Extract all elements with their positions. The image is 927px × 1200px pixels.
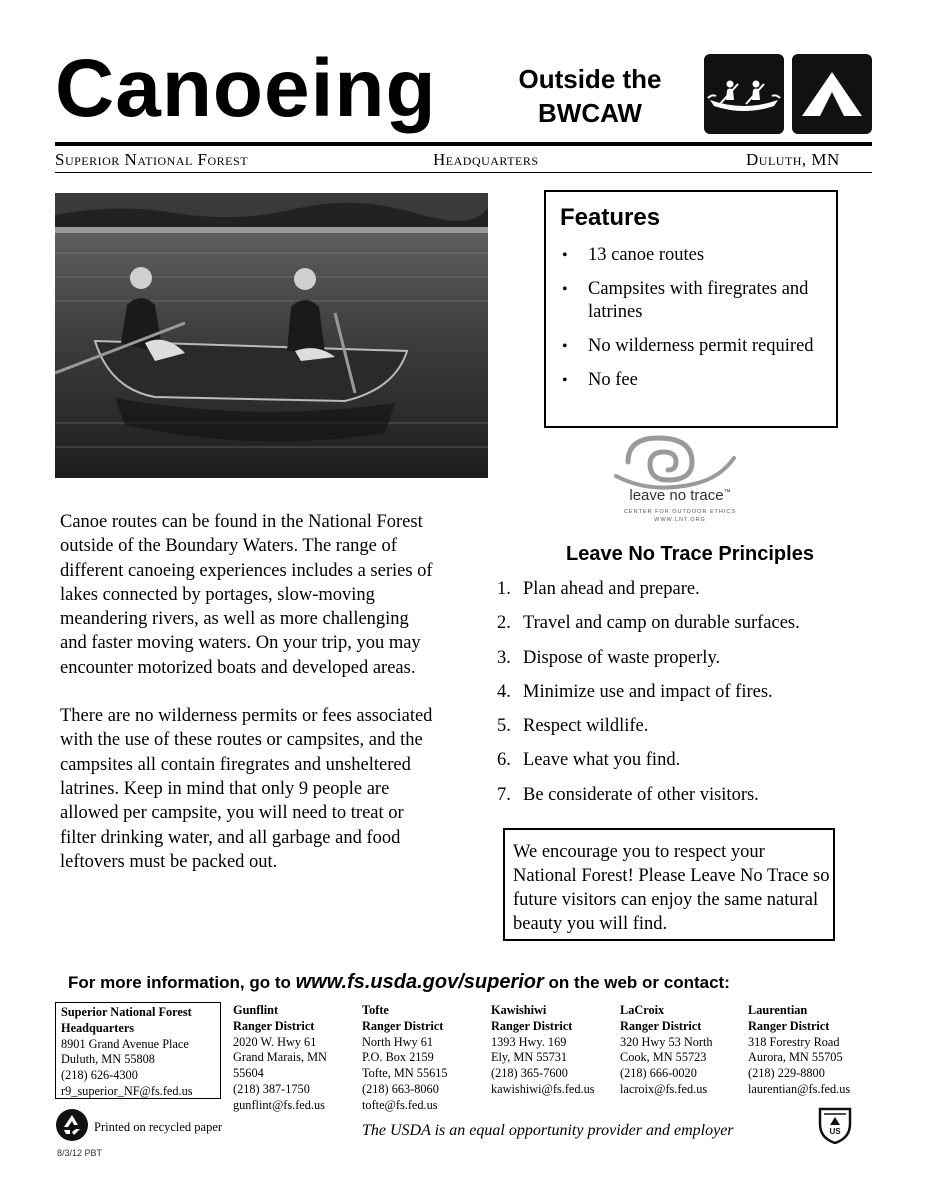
principles-title: Leave No Trace Principles [566, 543, 814, 565]
contact-email[interactable]: lacroix@fs.fed.us [620, 1081, 708, 1096]
forest-service-shield-icon [818, 1106, 852, 1144]
header-rule-thin [55, 172, 872, 173]
contact-name: Superior National Forest [61, 1005, 192, 1019]
contact-phone: (218) 365-7600 [491, 1066, 568, 1081]
subtitle-line-1: Outside the [518, 64, 662, 94]
contact-name-line-2: Ranger District [233, 1018, 315, 1033]
contact-kawishiwi [491, 1003, 595, 1098]
contact-email[interactable]: tofte@fs.fed.us [362, 1097, 438, 1112]
features-box [544, 190, 838, 428]
item-number: 7. [497, 784, 511, 805]
header-rule [55, 142, 872, 146]
contact-name: Tofte [362, 1003, 389, 1017]
contact-city: Tofte, MN 55615 [362, 1066, 448, 1081]
list-item [497, 578, 877, 600]
website-link[interactable]: www.fs.usda.gov/superior [295, 971, 544, 993]
list-item [497, 715, 877, 737]
header-office: Headquarters [433, 150, 539, 169]
contact-name: Gunflint [233, 1003, 279, 1017]
contact-name-line-2: Headquarters [61, 1020, 135, 1035]
print-date: 8/3/12 PBT [57, 1148, 103, 1158]
contact-email[interactable]: r9_superior_NF@fs.fed.us [61, 1083, 193, 1098]
contact-email[interactable]: laurentian@fs.fed.us [748, 1081, 851, 1096]
contact-lacroix [620, 1003, 713, 1098]
contact-zip: 55604 [233, 1066, 264, 1081]
contact-city: Aurora, MN 55705 [748, 1050, 843, 1065]
recycle-icon [55, 1108, 89, 1142]
canoe-photo [55, 193, 488, 478]
list-item: • Campsites with firegrates and latrines [560, 278, 830, 324]
contact-name: Laurentian [748, 1003, 808, 1017]
list-item [497, 612, 877, 634]
item-number: 5. [497, 716, 511, 737]
item-text: Leave what you find. [523, 750, 681, 771]
shield-text: US [829, 1127, 841, 1136]
lnt-tm: ™ [723, 489, 731, 496]
contact-email[interactable]: gunflint@fs.fed.us [233, 1097, 325, 1112]
list-item [497, 647, 877, 669]
item-number: 3. [497, 647, 511, 668]
list-item: • No wilderness permit required [560, 335, 830, 358]
info-prefix: For more information, go to [68, 973, 296, 992]
contact-phone: (218) 229-8800 [748, 1066, 825, 1081]
list-item [497, 784, 877, 806]
usda-statement: The USDA is an equal opportunity provider and employer [362, 1122, 734, 1139]
contact-name-line-2: Ranger District [620, 1018, 702, 1033]
contact-email[interactable]: kawishiwi@fs.fed.us [491, 1081, 595, 1096]
contact-name-line-2: Ranger District [491, 1018, 573, 1033]
list-item: • 13 canoe routes [560, 244, 830, 267]
contact-address: 2020 W. Hwy 61 [233, 1034, 317, 1049]
item-number: 2. [497, 613, 511, 634]
item-text: Respect wildlife. [523, 716, 649, 737]
contact-laurentian [748, 1003, 850, 1098]
contact-phone: (218) 387-1750 [233, 1081, 310, 1096]
contact-gunflint [233, 1003, 327, 1114]
encourage-box: We encourage you to respect your National Forest! Please Leave No Trace so future visitors can enjoy the same natural beauty you will find. [503, 828, 835, 941]
header-location: Duluth, MN [746, 150, 840, 169]
contact-name: LaCroix [620, 1003, 665, 1017]
contact-phone: (218) 626-4300 [61, 1068, 138, 1083]
lnt-tagline [600, 508, 760, 524]
lnt-tagline-2: WWW.LNT.ORG [654, 517, 706, 523]
contact-city: Cook, MN 55723 [620, 1050, 707, 1065]
item-text: Travel and camp on durable surfaces. [523, 613, 800, 634]
contact-name-line-2: Ranger District [362, 1018, 444, 1033]
item-number: 4. [497, 681, 511, 702]
lnt-tagline-1: CENTER FOR OUTDOOR ETHICS [623, 509, 737, 515]
contact-phone: (218) 666-0020 [620, 1066, 697, 1081]
body-paragraph-2: There are no wilderness permits or fees associated with the use of these routes or campsites, and the campsites all contain firegrates and unsheltered latrines. Keep in mind that only 9 people are allowed per campsite, you will need to treat or filter drinking water, and all garbage and food leftovers must be packed out. [60, 706, 433, 872]
lnt-logo-text [600, 487, 760, 504]
more-info-line [68, 971, 868, 994]
contact-city: Ely, MN 55731 [491, 1050, 568, 1065]
item-number: 6. [497, 750, 511, 771]
principles-list [497, 578, 877, 818]
contact-phone: (218) 663-8060 [362, 1081, 439, 1096]
item-text: Plan ahead and prepare. [523, 579, 700, 599]
body-text [60, 510, 440, 898]
contact-tofte [362, 1003, 448, 1114]
page-subtitle [490, 62, 690, 130]
recycled-paper-note: Printed on recycled paper [94, 1120, 223, 1134]
contact-headquarters [55, 1002, 221, 1099]
item-text: Be considerate of other visitors. [523, 784, 759, 805]
contact-address: North Hwy 61 [362, 1034, 434, 1049]
contact-address: 320 Hwy 53 North [620, 1034, 713, 1049]
list-item [497, 681, 877, 703]
body-paragraph-1: Canoe routes can be found in the National Forest outside of the Boundary Waters. The range of different canoeing experiences includes a series of lakes connected by portages, slow-moving meandering rivers, as well as more challenging and faster moving waters. On your trip, you may encounter motorized boats and developed areas. [60, 512, 433, 678]
info-suffix: on the web or contact: [543, 973, 730, 992]
list-item: • No fee [560, 369, 830, 392]
features-title: Features [560, 204, 661, 231]
canoe-icon [704, 54, 784, 134]
item-text: Minimize use and impact of fires. [523, 681, 773, 702]
item-text: Dispose of waste properly. [523, 647, 721, 668]
contact-address: 318 Forestry Road [748, 1034, 840, 1049]
contact-address: 1393 Hwy. 169 [491, 1034, 567, 1049]
contact-city: Duluth, MN 55808 [61, 1052, 155, 1067]
page-title: Canoeing [55, 43, 437, 134]
header-forest-name: Superior National Forest [55, 150, 249, 169]
list-item [497, 749, 877, 771]
contact-address: 8901 Grand Avenue Place [61, 1036, 189, 1051]
subtitle-line-2: BWCAW [538, 98, 642, 128]
item-number: 1. [497, 579, 511, 599]
contact-city: Grand Marais, MN [233, 1050, 327, 1065]
features-list [560, 244, 830, 403]
lnt-name: leave no trace [629, 487, 724, 504]
campsite-tent-icon [792, 54, 872, 134]
contact-name-line-2: Ranger District [748, 1018, 830, 1033]
contact-name: Kawishiwi [491, 1003, 547, 1017]
contact-po-box: P.O. Box 2159 [362, 1050, 434, 1065]
